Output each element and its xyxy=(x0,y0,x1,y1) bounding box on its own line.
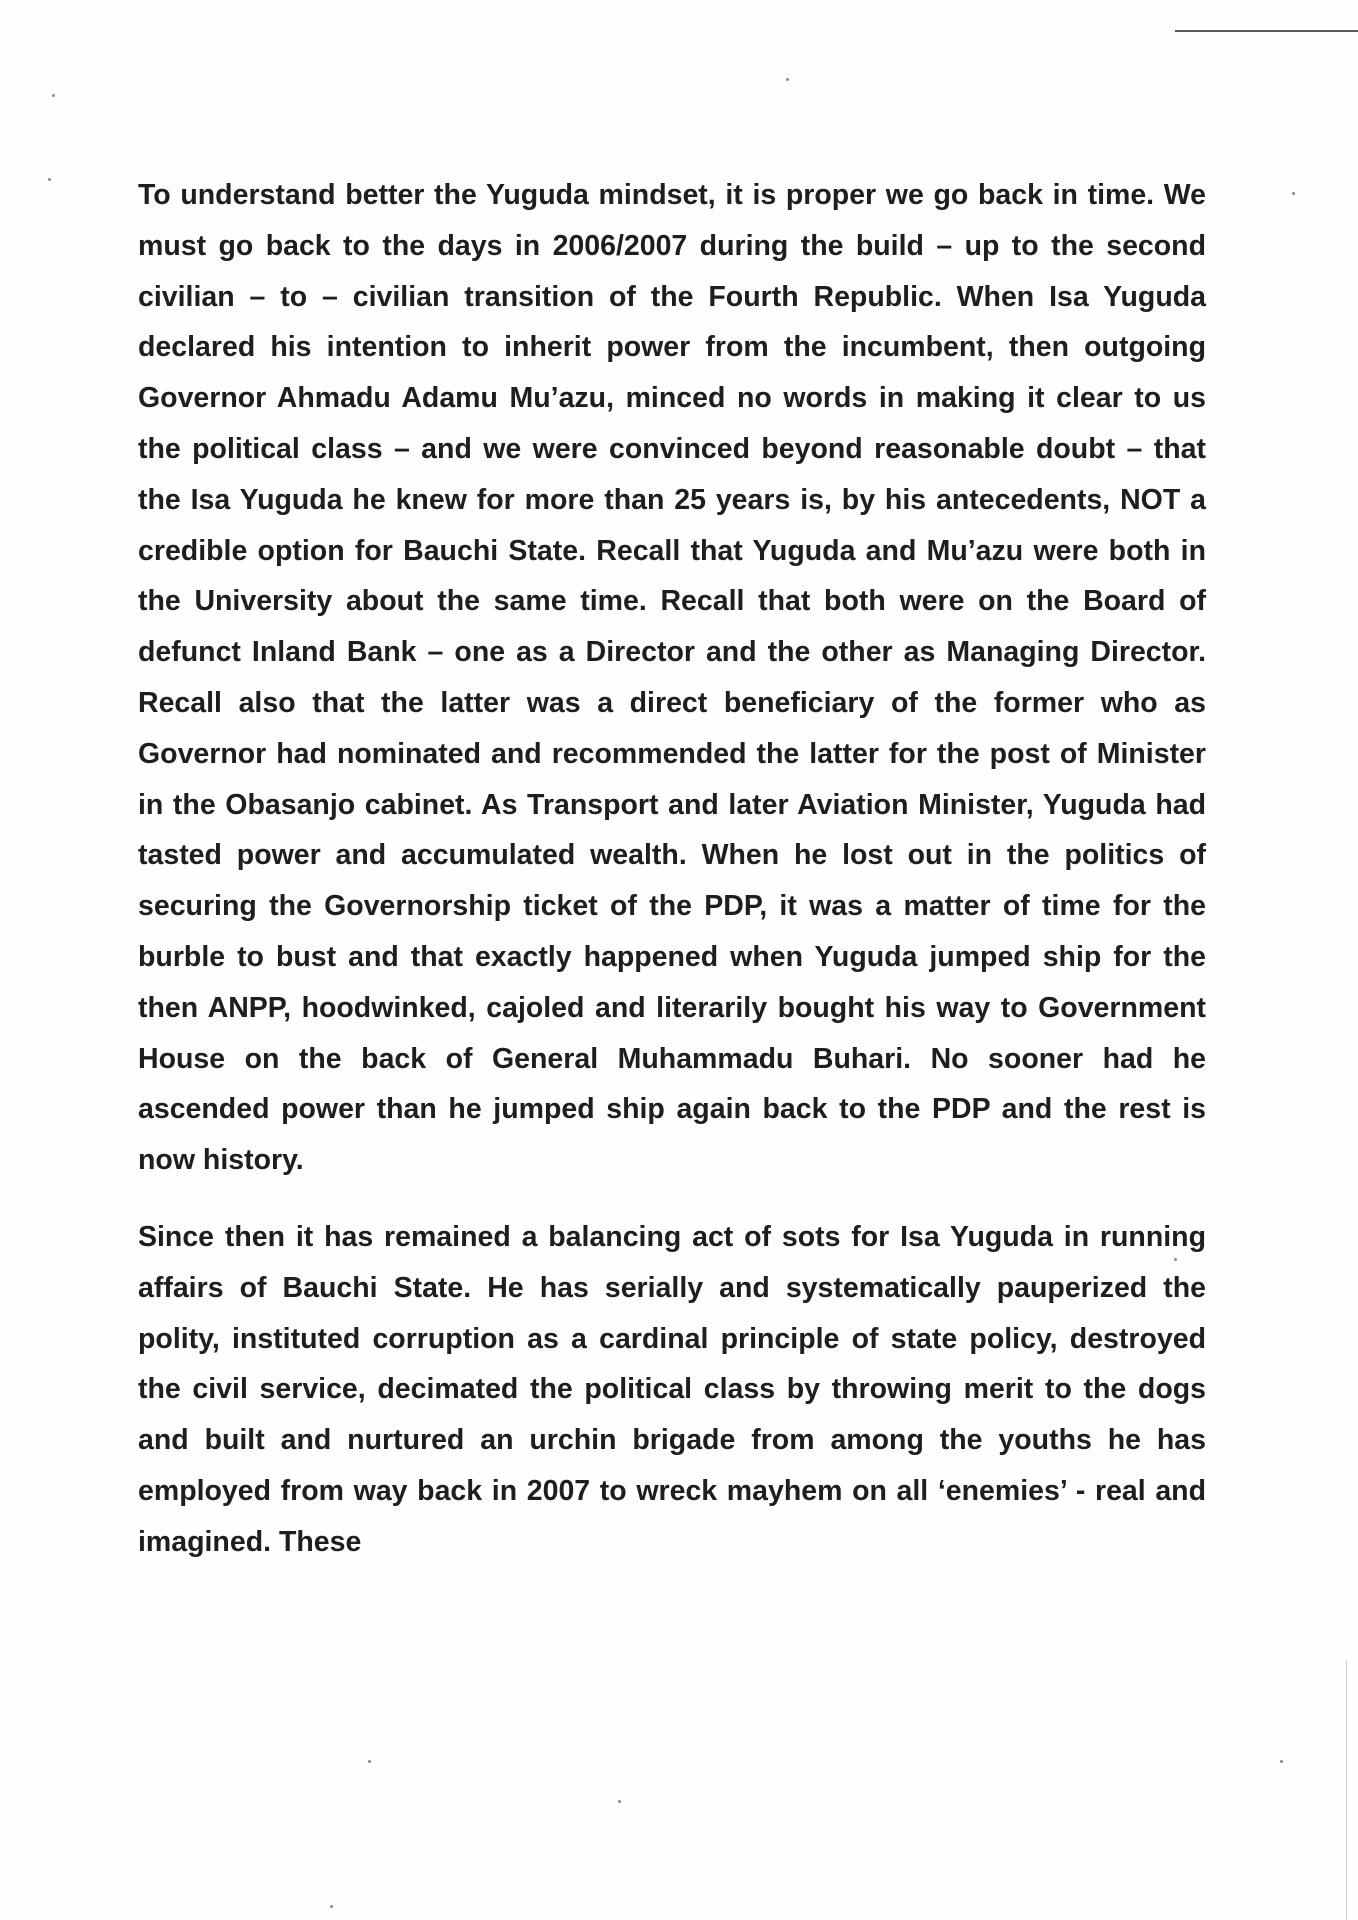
paragraph-1: To understand better the Yuguda mindset, it is proper we go back in time. We must go back to the days in 2006/2007 during the build – up to the second civilian – to – civilian transition of the Fourth Republic. When Isa Yuguda declared his intention to inherit power from the incumbent, then outgoing Governor Ahmadu Adamu Mu’azu, minced no words in making it clear to us the political class – and we were convinced beyond reasonable doubt – that the Isa Yuguda he knew for more than 25 years is, by his antecedents, NOT a credible option for Bauchi State. Recall that Yuguda and Mu’azu were both in the University about the same time. Recall that both were on the Board of defunct Inland Bank – one as a Director and the other as Managing Director. Recall also that the latter was a direct beneficiary of the former who as Governor had nominated and recommended the latter for the post of Minister in the Obasanjo cabinet. As Transport and later Aviation Minister, Yuguda had tasted power and accumulated wealth. When he lost out in the politics of securing the Governorship ticket of the PDP, it was a matter of time for the burble to bust and that exactly happened when Yuguda jumped ship for the then ANPP, hoodwinked, cajoled and literarily bought his way to Government House on the back of General Muhammadu Buhari. No sooner had he ascended power than he jumped ship again back to the PDP and the rest is now history. xyxy=(138,179,1206,1177)
scan-speck xyxy=(618,1800,621,1803)
scan-speck xyxy=(368,1760,371,1763)
scan-speck xyxy=(1280,1760,1283,1763)
scan-edge-line xyxy=(1346,1660,1347,1920)
scan-speck xyxy=(52,94,55,97)
scan-speck xyxy=(48,178,51,181)
body-text xyxy=(138,170,1206,1568)
paragraph-2: Since then it has remained a balancing act of sots for Isa Yuguda in running affairs of Bauchi State. He has serially and systematically pauperized the polity, instituted corruption as a cardinal principle of state policy, destroyed the civil service, decimated the political class by throwing merit to the dogs and built and nurtured an urchin brigade from among the youths he has employed from way back in 2007 to wreck mayhem on all ‘enemies’ - real and imagined. These xyxy=(138,1220,1206,1558)
scan-speck xyxy=(786,78,789,81)
scan-speck xyxy=(330,1905,333,1908)
scan-speck xyxy=(1292,192,1295,195)
top-rule-line xyxy=(1175,30,1358,32)
